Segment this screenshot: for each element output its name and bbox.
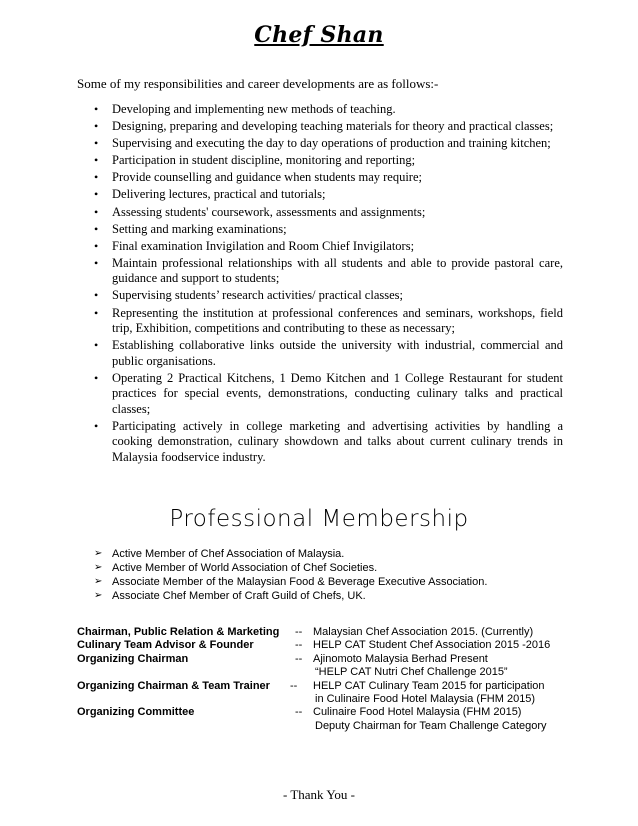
list-item [94, 187, 563, 203]
roles-table [77, 626, 577, 733]
membership-list [94, 547, 574, 603]
list-item [94, 306, 563, 337]
list-item-text: Representing the institution at professional conferences and seminars, workshops, field trip, Exhibition, competitions and contributing to these as necessary; [112, 305, 563, 336]
bullet-dot-icon: • [94, 102, 99, 116]
list-item [94, 119, 563, 135]
role-separator: -- [290, 679, 298, 692]
role-description: Malaysian Chef Association 2015. (Currently) [313, 626, 534, 638]
list-item-text: Active Member of Chef Association of Malaysia. [112, 548, 345, 560]
list-item-text: Participation in student discipline, monitoring and reporting; [112, 153, 416, 168]
list-item [94, 239, 563, 255]
role-description: HELP CAT Culinary Team 2015 for participation [313, 679, 545, 692]
list-item-text: Associate Member of the Malaysian Food & Beverage Executive Association. [112, 576, 488, 588]
responsibilities-list [94, 102, 563, 467]
bullet-dot-icon: • [94, 187, 99, 202]
list-item-text: Developing and implementing new methods of teaching. [112, 102, 396, 116]
bullet-dot-icon: • [94, 370, 99, 385]
role-description: Ajinomoto Malaysia Berhad Present [313, 652, 488, 665]
list-item-text: Participating actively in college marketing and advertising activities by handling a cooking demonstration, culinary showdown and talks about current culinary trends in Malaysia foodservice industry. [112, 418, 563, 464]
bullet-dot-icon: • [94, 136, 99, 151]
role-name: Organizing Chairman & Team Trainer [77, 679, 270, 692]
role-description: Culinaire Food Hotel Malaysia (FHM 2015) [313, 706, 522, 719]
list-item [94, 222, 563, 238]
list-item-text: Active Member of World Association of Chef Societies. [112, 562, 378, 574]
arrowhead-right-icon: ➢ [94, 562, 103, 573]
bullet-dot-icon: • [94, 338, 99, 353]
role-separator: -- [295, 626, 303, 638]
role-row [77, 626, 577, 639]
role-description: “HELP CAT Nutri Chef Challenge 2015” [315, 666, 508, 679]
list-item-text: Supervising and executing the day to day operations of production and training kitchen; [112, 136, 551, 151]
list-item-text: Establishing collaborative links outside the university with industrial, commercial and public organisations. [112, 338, 563, 368]
role-row [77, 720, 577, 733]
list-item [94, 205, 563, 221]
bullet-dot-icon: • [94, 418, 99, 433]
bullet-dot-icon: • [94, 305, 99, 320]
list-item [94, 338, 563, 369]
list-item-text: Provide counselling and guidance when students may require; [112, 170, 422, 185]
role-row [77, 666, 577, 679]
role-separator: -- [295, 652, 303, 665]
list-item [94, 561, 574, 575]
intro-text: Some of my responsibilities and career developments are as follows:- [77, 76, 439, 91]
role-separator: -- [295, 706, 303, 719]
list-item [94, 547, 574, 561]
bullet-dot-icon: • [94, 288, 99, 303]
list-item [94, 575, 574, 589]
closing-text: - Thank You - [283, 787, 355, 802]
role-name: Chairman, Public Relation & Marketing [77, 626, 280, 638]
bullet-dot-icon: • [94, 204, 99, 219]
arrowhead-right-icon: ➢ [94, 548, 103, 559]
list-item [94, 153, 563, 169]
role-description: Deputy Chairman for Team Challenge Category [315, 719, 547, 732]
role-description: HELP CAT Student Chef Association 2015 -2016 [313, 639, 551, 652]
page-title: Chef Shan [254, 22, 384, 48]
membership-heading: Professional Membership [169, 506, 469, 532]
list-item [94, 288, 563, 304]
list-item-text: Supervising students’ research activities/ practical classes; [112, 288, 403, 303]
bullet-dot-icon: • [94, 153, 99, 168]
list-item [94, 170, 563, 186]
list-item-text: Setting and marking examinations; [112, 221, 287, 236]
list-item [94, 102, 563, 118]
bullet-dot-icon: • [94, 170, 99, 185]
role-row [77, 706, 577, 719]
role-row [77, 639, 577, 652]
list-item-text: Associate Chef Member of Craft Guild of Chefs, UK. [112, 590, 366, 602]
role-description: in Culinaire Food Hotel Malaysia (FHM 2015) [315, 692, 536, 705]
role-row [77, 680, 577, 693]
list-item-text: Designing, preparing and developing teaching materials for theory and practical classes; [112, 119, 554, 134]
role-separator: -- [295, 639, 303, 652]
arrowhead-right-icon: ➢ [94, 590, 103, 601]
bullet-dot-icon: • [94, 221, 99, 236]
list-item [94, 589, 574, 603]
bullet-dot-icon: • [94, 238, 99, 253]
role-name: Organizing Chairman [77, 652, 189, 665]
role-row [77, 653, 577, 666]
list-item-text: Maintain professional relationships with all students and able to provide pastoral care, guidance and support to students; [112, 255, 563, 286]
arrowhead-right-icon: ➢ [94, 576, 103, 587]
list-item [94, 371, 563, 418]
list-item [94, 419, 563, 466]
role-name: Culinary Team Advisor & Founder [77, 639, 254, 652]
list-item [94, 256, 563, 287]
list-item-text: Final examination Invigilation and Room Chief Invigilators; [112, 238, 415, 253]
list-item-text: Assessing students' coursework, assessments and assignments; [112, 204, 426, 219]
role-row [77, 693, 577, 706]
bullet-dot-icon: • [94, 255, 99, 270]
role-name: Organizing Committee [77, 706, 195, 719]
list-item-text: Operating 2 Practical Kitchens, 1 Demo Kitchen and 1 College Restaurant for student practices for special events, demonstrations, conducting culinary talks and practical classes; [112, 370, 563, 416]
list-item-text: Delivering lectures, practical and tutorials; [112, 187, 326, 202]
list-item [94, 136, 563, 152]
bullet-dot-icon: • [94, 119, 99, 134]
